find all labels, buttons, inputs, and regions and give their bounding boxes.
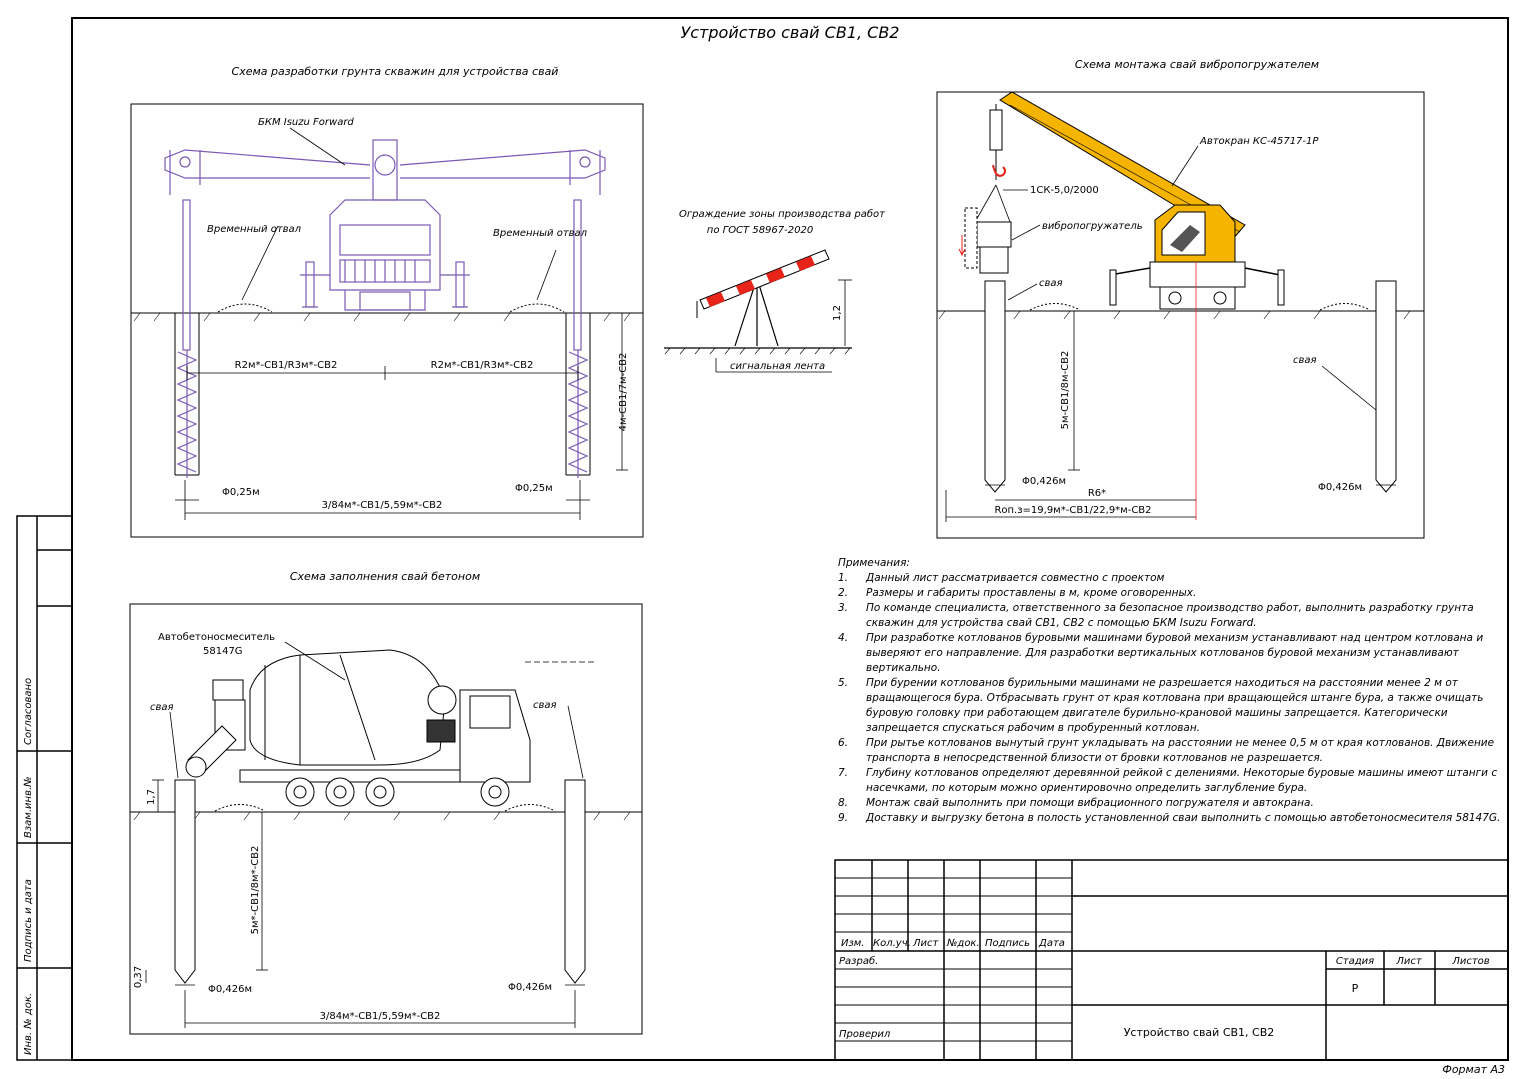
concrete-scheme	[130, 570, 642, 1034]
drilling-scheme	[131, 65, 643, 537]
concrete-pile-right	[565, 780, 585, 983]
note-number: 1.	[838, 572, 849, 584]
col-doc: №док.	[947, 938, 980, 949]
sheet-frame	[72, 18, 1508, 1060]
note-number: 4.	[838, 632, 849, 644]
sling-label: 1СК-5,0/2000	[1030, 185, 1099, 196]
note-number: 9.	[838, 812, 849, 824]
auger-right	[569, 200, 587, 478]
col-sign: Подпись	[985, 938, 1030, 949]
truck-crane	[975, 92, 1284, 309]
mounting-title: Схема монтажа свай вибропогружателем	[1074, 58, 1320, 71]
sheet-header: Лист	[1396, 956, 1422, 967]
dia-left: Φ0,25м	[222, 487, 260, 498]
pile-left-label: свая	[1039, 278, 1063, 289]
format-label: Формат А3	[1442, 1063, 1505, 1076]
crane-radius: R6*	[1087, 488, 1107, 499]
note-item	[838, 571, 1502, 586]
concrete-total: 3/84м*-СВ1/5,59м*-СВ2	[319, 1011, 441, 1022]
concrete-pile-right-label: свая	[533, 700, 557, 711]
crane-label: Автокран КС-45717-1Р	[1200, 136, 1319, 147]
note-text: По команде специалиста, ответственного за безопасное производство работ, выполнить разработку грунта скважин для устройства свай СВ1, СВ2 с помощью БКМ Isuzu Forward.	[866, 602, 1474, 629]
concrete-depth: 5м*-СВ1/8м*-СВ2	[250, 845, 261, 935]
spoil-right-label: Временный отвал	[493, 228, 588, 239]
note-text: При рытье котлованов вынутый грунт укладывать на расстоянии не менее 0,5 м от края котлованов. Движение транспорта в непосредственной близости от бровки котлованов не разрешается.	[866, 737, 1495, 764]
note-item	[838, 766, 1502, 796]
note-item	[838, 601, 1502, 631]
concrete-dia-left: Φ0,426м	[208, 984, 253, 995]
note-text: Доставку и выгрузку бетона в полость установленной сваи выполнить с помощью автобетоносмесителя 58147G.	[866, 812, 1501, 824]
note-number: 7.	[838, 767, 849, 779]
machine-label: БКМ Isuzu Forward	[258, 117, 354, 128]
note-item	[838, 811, 1502, 826]
dim-left-radius: R2м*-СВ1/R3м*-СВ2	[234, 360, 338, 371]
stamp-sign-date: Подпись и дата	[23, 879, 34, 962]
spoil-left-mound	[218, 304, 272, 312]
sheets-header: Листов	[1452, 956, 1490, 967]
stage-value: Р	[1351, 982, 1359, 995]
note-text: При разработке котлованов буровыми машинами буровой механизм устанавливают над центром котлована и выверяют его направление. Для разработки вертикальных котлованов буровой механизм устанавливают вертикально.	[866, 632, 1484, 674]
note-text: Данный лист рассматривается совместно с проектом	[866, 572, 1165, 584]
notes-list	[838, 571, 1502, 826]
note-number: 8.	[838, 797, 849, 809]
mixer-label-2: 58147G	[203, 646, 243, 657]
col-change: Изм.	[841, 938, 865, 949]
notes-title: Примечания:	[838, 557, 910, 569]
concrete-dia-right: Φ0,426м	[508, 982, 553, 993]
title-block-name: Устройство свай СВ1, СВ2	[1123, 1026, 1275, 1039]
title-block-cols	[841, 938, 1065, 949]
fence-detail	[664, 208, 886, 372]
dim-right-radius: R2м*-СВ1/R3м*-СВ2	[430, 360, 534, 371]
spoil-left-label: Временный отвал	[207, 224, 302, 235]
concrete-title: Схема заполнения свай бетоном	[289, 570, 481, 583]
note-number: 3.	[838, 602, 849, 614]
col-qty: Кол.уч.	[873, 938, 911, 949]
note-text: Глубину котлованов определяют деревянной рейкой с делениями. Некоторые буровые машины имеют штанги с насечками, по которым можно ориентировочно определить заглубление бура.	[866, 767, 1498, 794]
spoil-right-mound	[510, 304, 564, 312]
concrete-pile-left	[175, 780, 195, 983]
auger-left	[178, 200, 196, 478]
note-number: 2.	[838, 587, 849, 599]
stage-header: Стадия	[1335, 956, 1375, 967]
dia-right: Φ0,25м	[515, 483, 553, 494]
mounting-scheme	[937, 58, 1424, 538]
mount-dia-left: Φ0,426м	[1022, 476, 1067, 487]
crane-radius-work: Rоп.з=19,9м*-СВ1/22,9*м-СВ2	[994, 505, 1152, 516]
stamp-inv-doc: Инв. № док.	[23, 992, 34, 1055]
note-text: Размеры и габариты проставлены в м, кроме оговоренных.	[866, 587, 1197, 599]
developed-label: Разраб.	[839, 956, 879, 967]
col-sheet: Лист	[913, 938, 939, 949]
note-item	[838, 631, 1502, 676]
note-item	[838, 736, 1502, 766]
dim-total: 3/84м*-СВ1/5,59м*-СВ2	[321, 500, 443, 511]
note-number: 6.	[838, 737, 849, 749]
mixer-truck	[186, 650, 530, 806]
barrier-bar	[697, 250, 829, 318]
concrete-h-bottom: 0,37	[133, 965, 144, 989]
col-date: Дата	[1039, 938, 1065, 949]
note-item	[838, 676, 1502, 736]
fence-height: 1,2	[832, 305, 843, 321]
pile-left	[985, 281, 1005, 492]
notes-block	[838, 556, 1502, 826]
mixer-label-1: Автобетоносмеситель	[158, 632, 276, 643]
drilling-title: Схема разработки грунта скважин для устройства свай	[231, 65, 559, 78]
stamp-agreed: Согласовано	[23, 677, 34, 745]
checked-label: Проверил	[839, 1029, 891, 1040]
note-item	[838, 586, 1502, 601]
mount-dia-right: Φ0,426м	[1318, 482, 1363, 493]
tape-label: сигнальная лента	[730, 361, 826, 372]
mount-depth: 5м-СВ1/8м-СВ2	[1060, 350, 1071, 430]
concrete-h-top: 1,7	[146, 789, 157, 805]
fence-title-1: Ограждение зоны производства работ	[679, 209, 885, 220]
note-text: При бурении котлованов бурильными машинами не разрешается находиться на расстоянии менее 2 м от вращающегося бура. Отбрасывать грунт от края котлована при вращающейся штанге бура, а также очищать буровую головку при работающем двигателе бурильно-крановой машины запрещается. Категорически запрещается спускаться рабочим в пробуренный котлован.	[866, 677, 1484, 734]
note-text: Монтаж свай выполнить при помощи вибрационного погружателя и автокрана.	[866, 797, 1314, 809]
dim-depth: 4м-СВ1/7м-СВ2	[618, 352, 629, 432]
note-item	[838, 796, 1502, 811]
pile-right-label: свая	[1293, 355, 1317, 366]
fence-title-2: по ГОСТ 58967-2020	[706, 225, 814, 236]
note-number: 5.	[838, 677, 849, 689]
concrete-pile-left-label: свая	[150, 702, 174, 713]
stamp-replaced-inv: Взам.инв.№	[23, 776, 34, 838]
vibro-label: вибропогружатель	[1042, 221, 1143, 232]
pile-right	[1376, 281, 1396, 492]
sheet-title: Устройство свай СВ1, СВ2	[680, 23, 900, 42]
vibro-driver	[959, 208, 1011, 273]
